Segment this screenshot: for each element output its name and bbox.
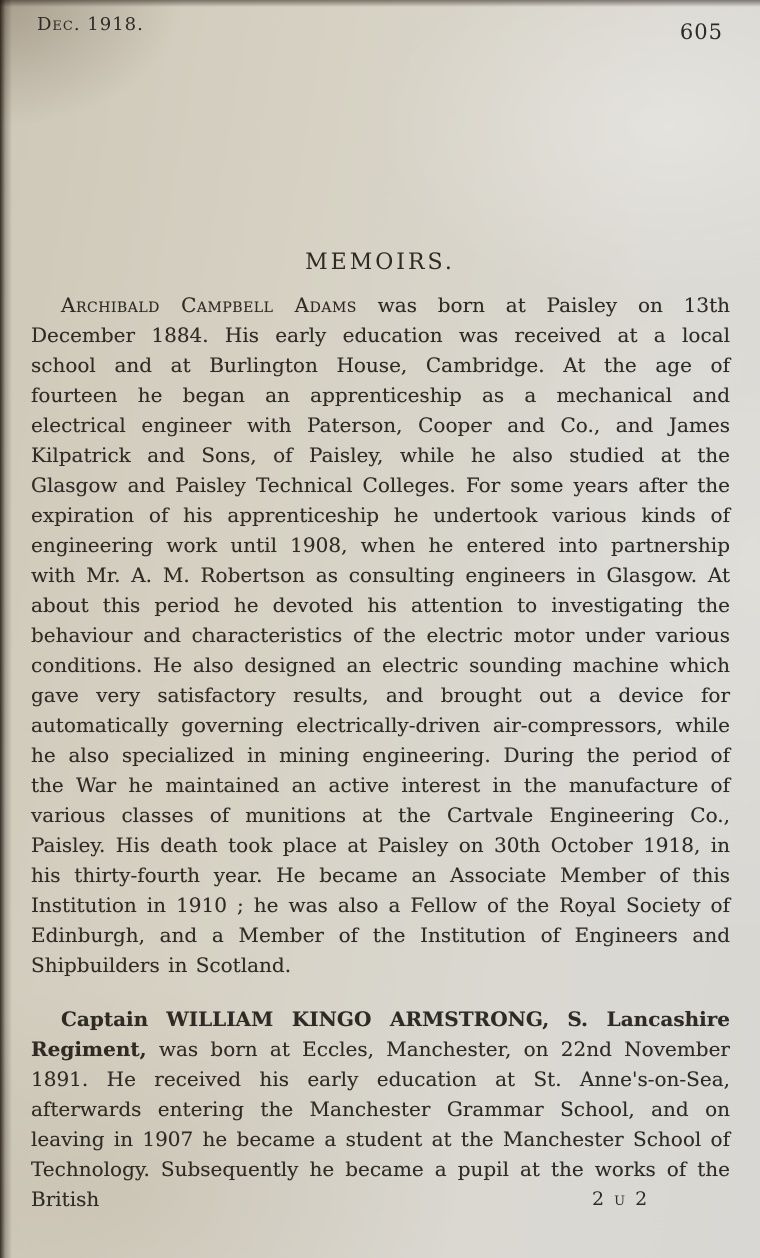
header-date: Dec. 1918. xyxy=(37,14,144,35)
memoir-adams-text: was born at Paisley on 13th December 1884. His early education was received at a local school and at Burlington House, Cambridge. At the age of fourteen he began an apprenticeship as a mechanical and electrical engineer with Paterson, Cooper and Co., and James Kilpatrick and Sons, of Paisley, while he also studied at the Glasgow and Paisley Technical Colleges. For some years after the expiration of his apprenticeship he undertook various kinds of engineering work until 1908, when he entered into partnership with Mr. A. M. Robertson as consulting engineers in Glasgow. At about this period he devoted his attention to investigating the behaviour and characteristics of the electric motor under various conditions. He also designed an electric sounding machine which gave very satisfactory results, and brought out a device for automatically governing electrically-driven air-compressors, while he also specialized in mining engineering. During the period of the War he maintained an active interest in the manufacture of various classes of munitions at the Cartvale Engineering Co., Paisley. His death took place at Paisley on 30th October 1918, in his thirty-fourth year. He became an Associate Member of this Institution in 1910 ; he was also a Fellow of the Royal Society of Edinburgh, and a Member of the Institution of Engineers and Shipbuilders in Scotland. xyxy=(31,293,731,977)
page-edge-shadow-top xyxy=(0,0,760,7)
memoir-paragraph-adams xyxy=(31,290,730,980)
memoir-adams-name: Archibald Campbell Adams xyxy=(61,293,357,317)
memoir-paragraph-armstrong xyxy=(31,1004,730,1214)
memoir-armstrong-regiment: S. Lancashire Regiment, xyxy=(31,1007,731,1061)
printer-signature-mark: 2 u 2 xyxy=(592,1188,650,1210)
page-edge-shadow-left xyxy=(0,0,12,1258)
memoir-armstrong-text: was born at Eccles, Manchester, on 22nd November 1891. He received his early education at St. Anne's-on-Sea, afterwards entering the Manchester Grammar School, and on leaving in 1907 he became a student at the Manchester School of Technology. Subsequently he became a pupil at the works of the British xyxy=(31,1037,730,1211)
memoir-armstrong-rank: Captain xyxy=(61,1007,149,1031)
memoir-armstrong-name: WILLIAM KINGO ARMSTRONG, xyxy=(166,1007,550,1031)
page-title: MEMOIRS. xyxy=(305,250,455,275)
header-page-number: 605 xyxy=(679,20,723,44)
